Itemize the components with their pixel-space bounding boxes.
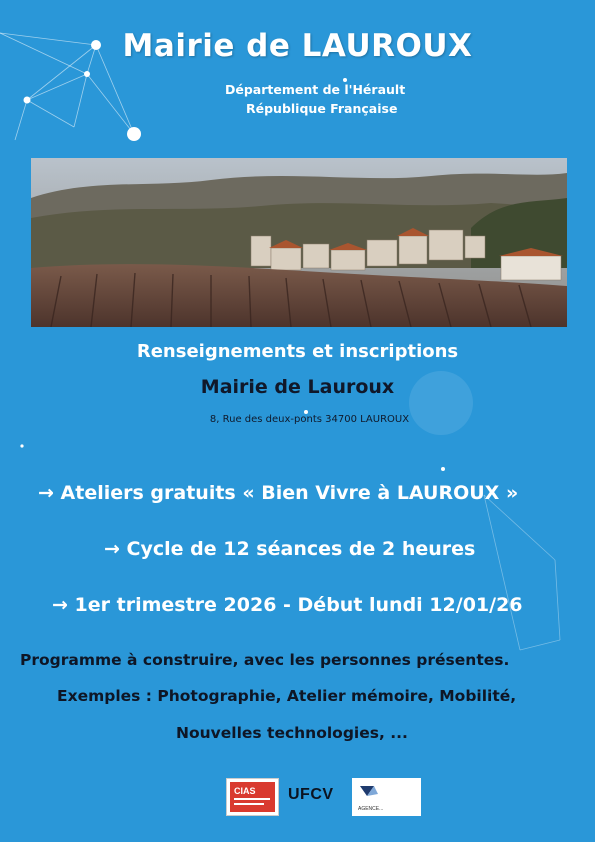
agence-logo-text: AGENCE...: [358, 806, 384, 812]
program-line-2: Exemples : Photographie, Atelier mémoire, Mobilité,: [57, 687, 517, 705]
republic-label: République Française: [246, 101, 398, 116]
page-title: Mairie de LAUROUX: [122, 28, 473, 64]
announcement-ateliers: → Ateliers gratuits « Bien Vivre à LAUROUX »: [38, 482, 519, 504]
announcement-dates: → 1er trimestre 2026 - Début lundi 12/01/26: [52, 594, 523, 616]
program-line-1: Programme à construire, avec les personnes présentes.: [20, 651, 510, 669]
ufcv-logo: UFCV: [288, 786, 334, 803]
program-line-3: Nouvelles technologies, ...: [176, 724, 408, 742]
mairie-address: 8, Rue des deux-ponts 34700 LAUROUX: [209, 414, 410, 425]
village-photo: [31, 158, 567, 327]
info-heading: Renseignements et inscriptions: [136, 341, 459, 362]
announcement-cycle: → Cycle de 12 séances de 2 heures: [104, 538, 476, 560]
department-label: Département de l'Hérault: [225, 82, 406, 97]
agence-logo: [352, 778, 421, 816]
cias-logo: [226, 778, 279, 816]
cias-logo-text: CIAS: [234, 786, 256, 796]
mairie-name: Mairie de Lauroux: [200, 376, 395, 398]
